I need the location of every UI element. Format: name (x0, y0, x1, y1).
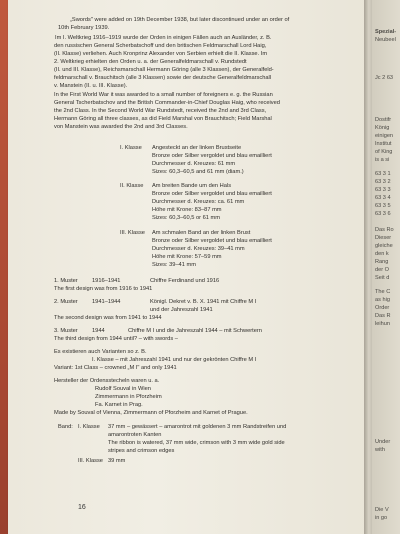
right-page-text-line: 63 3 6 (375, 211, 391, 217)
right-page-text-line: Under (375, 439, 391, 445)
right-page-text-line: 63 3 2 (375, 179, 391, 185)
right-page-text-line: Institut (375, 141, 392, 147)
right-page-text-line: Das Ro (375, 227, 394, 233)
text-line: III. Klasse (120, 230, 145, 236)
text-line: The ribbon is watered, 37 mm wide, crimson with 3 mm wide gold side (108, 440, 285, 446)
right-page-text-line: Jc 2 63 (375, 75, 394, 81)
text-line: I. Klasse (78, 424, 100, 430)
text-line: Durchmesser d. Kreuzes: ca. 61 mm (152, 199, 245, 205)
text-line: „Swords" were added on 19th December 1938, but later discontinued under an order of (70, 17, 290, 23)
right-page-text-line: Neubeel (375, 37, 396, 43)
text-line: 37 mm – gewässert – amarontrot mit goldenen 3 mm Randstreifen und (108, 424, 287, 430)
text-line: Hermann Göring all three classes, as did Field Marshal von Brauchitsch; Field Marshal (54, 116, 272, 122)
text-line: amarontroten Kanten (108, 432, 162, 438)
text-line: The third design from 1944 until? – with swords – (54, 336, 178, 342)
right-page-text-line: is a si (375, 157, 390, 163)
text-line: Hersteller der Ordensstecheln waren u. a. (54, 378, 160, 384)
right-page-text-line: Seit d (375, 275, 390, 281)
text-line: General Tscherbatschov and the British Commander-in-Chief Douglas Haig, who received (54, 100, 280, 106)
text-line: Variant: 1st Class – crowned „M I" and only 1941 (54, 365, 177, 371)
text-line: Angesteckt an der linken Brustseite (152, 145, 242, 151)
text-line: 2. Muster (54, 299, 78, 305)
right-page-text-line: Die V (375, 507, 389, 513)
right-page-text-line: gleiche (375, 243, 393, 249)
text-line: Durchmesser d. Kreuzes: 61 mm (152, 161, 236, 167)
right-page-text-line: Das R (375, 313, 391, 319)
text-line: Chiffre M I und die Jahreszahl 1944 – mit Schwertern (128, 328, 262, 334)
text-line: Höhe mit Krone: 57–59 mm (152, 254, 222, 260)
book-gutter (364, 0, 372, 534)
text-line: I. Klasse (120, 145, 142, 151)
text-line: I. Klasse – mit Jahreszahl 1941 und nur der gekrönten Chiffre M I (92, 357, 257, 363)
text-line: 2. Weltkrieg erhielten den Orden u. a. der Generalfeldmarschall v. Rundstedt (54, 59, 247, 65)
text-line: Bronze oder Silber vergoldet und blau emailliert (152, 238, 272, 244)
text-line: Fa. Karnet in Prag. (95, 402, 143, 408)
right-page (372, 0, 400, 534)
text-line: 1941–1944 (92, 299, 121, 305)
text-line: 1916–1941 (92, 278, 121, 284)
text-line: In the First World War it was awarded to a small number of foreigners e. g. the Russian (54, 92, 273, 98)
text-line: Chiffre Ferdinand und 1916 (150, 278, 220, 284)
right-page-text-line: einigen (375, 133, 394, 139)
text-line: Höhe mit Krone: 83–87 mm (152, 207, 222, 213)
text-line: (II. und III. Klasse), Reichsmarschall Hermann Göring (alle 3 Klassen), der Generalfeld- (54, 67, 274, 73)
right-page-text-line: leihun (375, 321, 390, 327)
text-line: Am breiten Bande um den Hals (152, 183, 232, 189)
right-page-text-line: as hig (375, 297, 390, 303)
right-page-text-line: 63 3 5 (375, 203, 391, 209)
page-number: 16 (78, 504, 86, 511)
right-page-text-line: with (375, 447, 385, 453)
right-page-text-line: Dostifr (375, 117, 392, 123)
right-page-text-line: 63 3 1 (375, 171, 391, 177)
text-line: 3. Muster (54, 328, 78, 334)
text-line: und der Jahreszahl 1941 (150, 307, 213, 313)
text-line: Sizes: 60,3–60,5 and 61 mm (diam.) (152, 169, 244, 175)
text-line: 1. Muster (54, 278, 78, 284)
right-page-text-line: Dieser (375, 235, 392, 241)
right-page-text-line: The C (375, 289, 391, 295)
text-line: Bronze oder Silber vergoldet und blau emailliert (152, 191, 272, 197)
text-line: Sizes: 60,3–60,5 or 61 mm (152, 215, 220, 221)
text-line: 10th February 1939. (58, 25, 110, 31)
right-page-text-line: in go (375, 515, 388, 521)
text-line: Band: (58, 424, 73, 430)
right-page-text-line: 63 3 3 (375, 187, 391, 193)
text-line: feldmarschall v. Brauchitsch (alle 3 Klassen) sowie der deutsche Generalfeldmarschall (54, 75, 272, 81)
right-page-text-line: Rang (375, 259, 389, 265)
text-line: III. Klasse (78, 458, 103, 464)
right-page-text-line: den k (375, 251, 389, 257)
text-line: Made by Souval of Vienna, Zimmermann of Pforzheim and Karnet of Prague. (54, 410, 248, 416)
text-line: the 2nd Class. In the Second World War Rundstedt, received the 2nd and 3rd Class, (54, 108, 267, 114)
left-page (8, 0, 372, 534)
right-page-text-line: of King (375, 149, 393, 155)
right-page-text-line: der O (375, 267, 389, 273)
text-line: Rudolf Souval in Wien (95, 386, 151, 392)
text-line: von Manstein was awarded the 2nd and 3rd Classes. (54, 124, 188, 130)
text-line: The second design was from 1941 to 1944 (54, 315, 162, 321)
text-line: den russischen General Scherbatschoff und den britischen Feldmarschall Lord Haig, (54, 43, 267, 49)
text-line: Im I. Weltkrieg 1916–1919 wurde der Orden in einigen Fällen auch an Ausländer, z. B. (55, 35, 272, 41)
text-line: Königl. Dekret v. B. X. 1941 mit Chiffre M I (150, 299, 257, 305)
text-line: stripes and crimson edges (108, 448, 175, 454)
text-line: v. Manstein (II. u. III. Klasse). (54, 83, 128, 89)
text-line: Bronze oder Silber vergoldet und blau emailliert (152, 153, 272, 159)
text-line: 39 mm (108, 458, 126, 464)
text-line: Sizes: 39–41 mm (152, 262, 196, 268)
text-line: Zimmermann in Pforzheim (95, 394, 162, 400)
right-page-text-line: Spezial- (375, 29, 397, 35)
right-page-text-line: König (375, 125, 390, 131)
text-line: Es existieren auch Varianten so z. B. (54, 349, 147, 355)
text-line: (II. Klasse) verliehen. Auch Kronprinz Alexander von Serbien erhielt die II. Klasse. Im (54, 51, 268, 57)
text-line: Durchmesser d. Kreuzes: 39–41 mm (152, 246, 245, 252)
text-line: Am schmalen Band an der linken Brust (152, 230, 251, 236)
text-line: 1944 (92, 328, 105, 334)
right-page-text-line: Order (375, 305, 390, 311)
text-line: The first design was from 1916 to 1941 (54, 286, 153, 292)
right-page-text-line: 63 3 4 (375, 195, 391, 201)
text-line: II. Klasse (120, 183, 144, 189)
